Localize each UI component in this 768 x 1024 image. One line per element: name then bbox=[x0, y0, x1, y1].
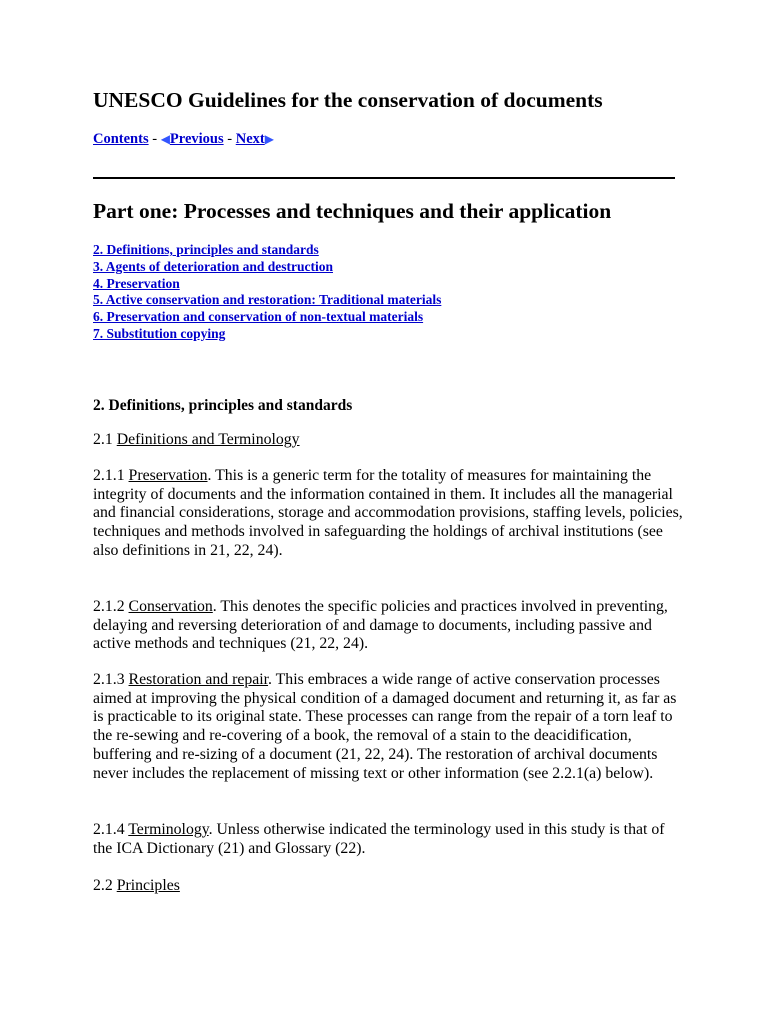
subsection-number: 2.1 bbox=[93, 431, 113, 448]
toc-item bbox=[93, 276, 441, 293]
nav-separator: - bbox=[152, 131, 158, 147]
toc-item bbox=[93, 326, 441, 343]
subsection-title: Definitions and Terminology bbox=[116, 431, 300, 448]
paragraph-2-1-2 bbox=[93, 598, 683, 654]
part-heading: Part one: Processes and techniques and their application bbox=[93, 199, 612, 223]
table-of-contents bbox=[93, 242, 441, 343]
subsection-title: Principles bbox=[116, 877, 180, 894]
next-arrow-icon[interactable]: ▶ bbox=[264, 132, 274, 146]
paragraph-number: 2.1.1 bbox=[93, 467, 125, 484]
paragraph-term: Terminology bbox=[128, 821, 209, 838]
paragraph-term: Preservation bbox=[128, 467, 208, 484]
paragraph-text: . This is a generic term for the totality of measures for maintaining the integrity of documents and the information contained in them. It includes all the managerial and financial considerations, storage and accommodation provisions, staffing levels, policies, techniques and methods involved in safeguarding the holdings of archival institutions (see also definitions in 21, 22, 24). bbox=[93, 467, 683, 559]
next-link[interactable]: Next bbox=[235, 131, 265, 147]
paragraph-2-1-4 bbox=[93, 821, 683, 858]
toc-link-preservation[interactable]: 4. Preservation bbox=[93, 275, 180, 291]
toc-link-active-conservation[interactable]: 5. Active conservation and restoration: Traditional materials bbox=[93, 292, 442, 308]
toc-link-substitution[interactable]: 7. Substitution copying bbox=[93, 325, 226, 341]
section-heading: 2. Definitions, principles and standards bbox=[93, 397, 353, 414]
toc-item bbox=[93, 292, 441, 309]
previous-arrow-icon[interactable]: ◀ bbox=[160, 132, 170, 146]
contents-link[interactable]: Contents bbox=[93, 131, 149, 147]
paragraph-term: Conservation bbox=[128, 598, 213, 615]
toc-item bbox=[93, 309, 441, 326]
paragraph-text: . Unless otherwise indicated the terminology used in this study is that of the ICA Dictionary (21) and Glossary (22). bbox=[93, 821, 665, 857]
subsection-2-1-heading bbox=[93, 431, 683, 450]
paragraph-2-1-3 bbox=[93, 671, 683, 783]
paragraph-term: Restoration and repair bbox=[128, 671, 269, 688]
subsection-number: 2.2 bbox=[93, 877, 113, 894]
toc-item bbox=[93, 242, 441, 259]
paragraph-number: 2.1.3 bbox=[93, 671, 125, 688]
paragraph-number: 2.1.2 bbox=[93, 598, 125, 615]
horizontal-divider bbox=[93, 177, 675, 179]
toc-link-non-textual[interactable]: 6. Preservation and conservation of non-textual materials bbox=[93, 309, 424, 325]
toc-item bbox=[93, 259, 441, 276]
subsection-2-2-heading bbox=[93, 877, 683, 896]
paragraph-2-1-1 bbox=[93, 467, 683, 561]
paragraph-text: . This embraces a wide range of active conservation processes aimed at improving the physical condition of a damaged document and returning it, as far as is practicable to its original state. These processes can range from the repair of a torn leaf to the re-sewing and re-covering of a book, the removal of a stain to the deacidification, buffering and re-sizing of a document (21, 22, 24). The restoration of archival documents never includes the replacement of missing text or other information (see 2.2.1(a) below). bbox=[93, 671, 677, 782]
toc-link-definitions[interactable]: 2. Definitions, principles and standards bbox=[93, 242, 319, 257]
previous-link[interactable]: Previous bbox=[169, 131, 224, 147]
document-title: UNESCO Guidelines for the conservation of documents bbox=[93, 88, 603, 112]
paragraph-number: 2.1.4 bbox=[93, 821, 125, 838]
navigation-links bbox=[93, 131, 274, 148]
paragraph-text: . This denotes the specific policies and practices involved in preventing, delaying and reversing deterioration of and damage to documents, including passive and active methods and techniques (21, 22, 24). bbox=[93, 598, 668, 653]
toc-link-agents[interactable]: 3. Agents of deterioration and destruction bbox=[93, 258, 333, 274]
nav-separator: - bbox=[227, 131, 233, 147]
